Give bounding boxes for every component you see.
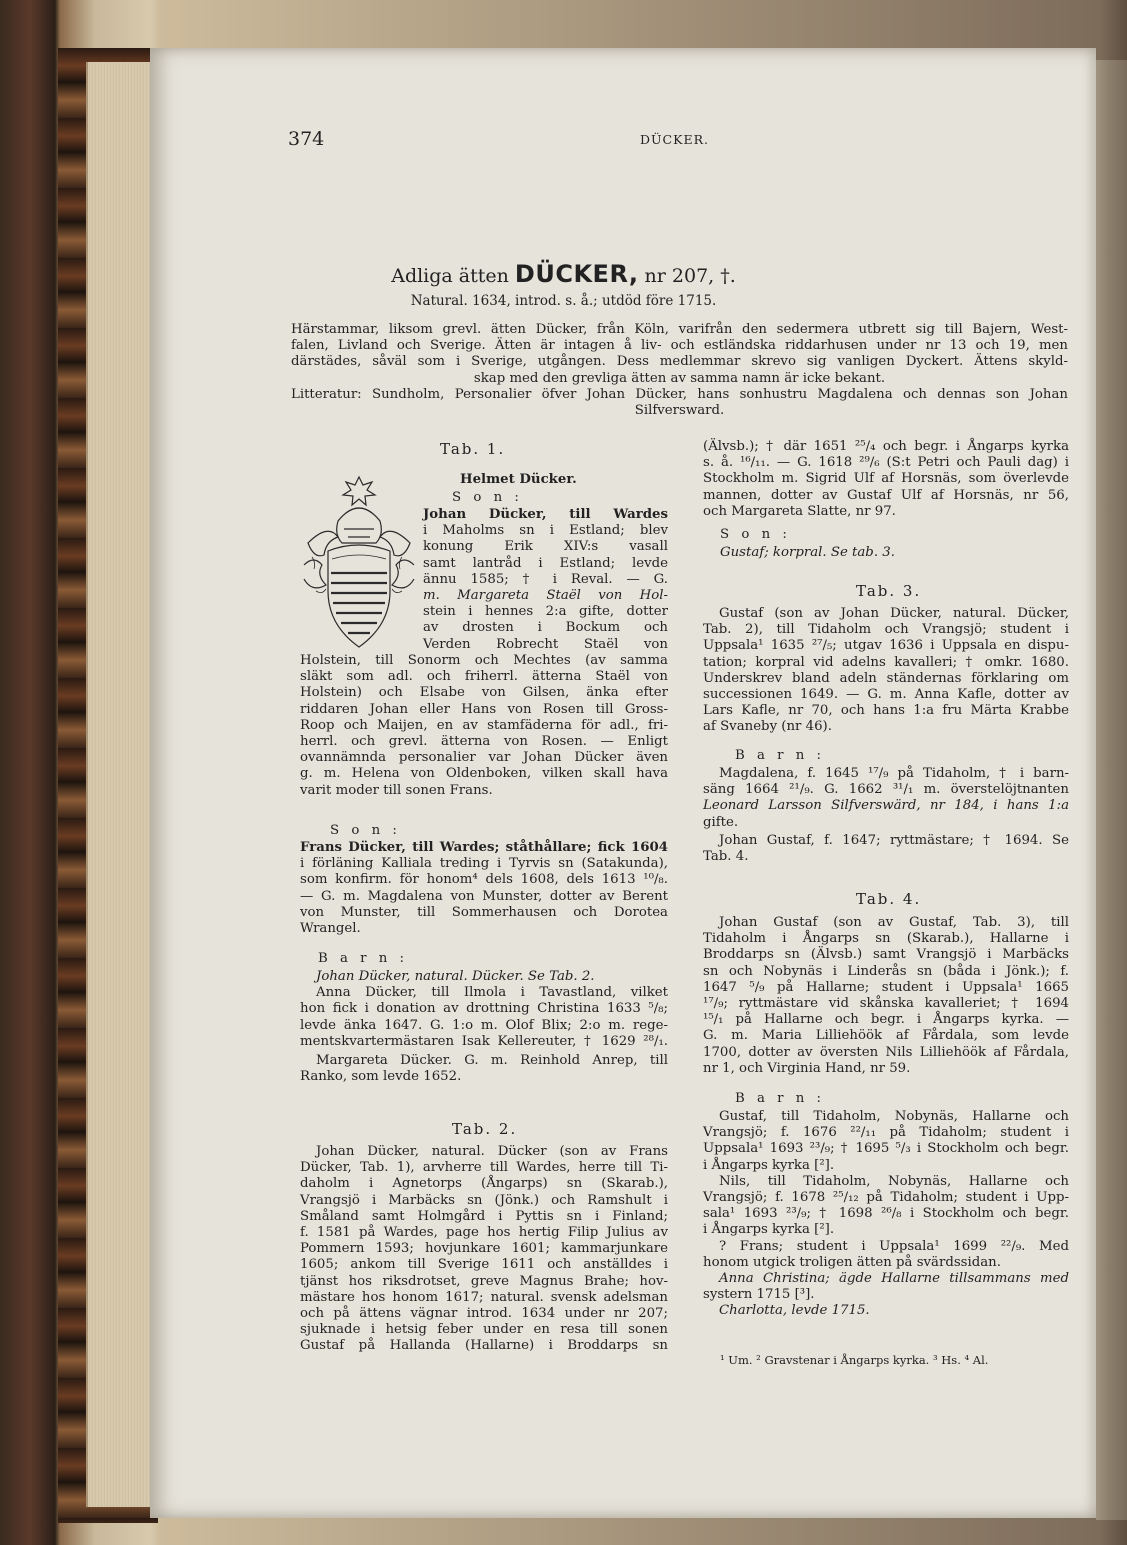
text-line: i Ångarps kyrka [²]. — [703, 1157, 835, 1173]
title-suffix: nr 207, †. — [644, 265, 736, 287]
intro-line: Härstammar, liksom grevl. ätten Dücker, från Köln, varifrån den sedermera utbrett sig till Bajern, West- — [291, 322, 1068, 337]
text-line: levde änka 1647. G. 1:o m. Olof Blix; 2:o m. rege- — [300, 1017, 668, 1033]
intro-paragraph — [291, 322, 1068, 419]
tab1-heading: Tab. 1. — [440, 440, 506, 458]
johan-line: samt lantråd i Estland; levde — [423, 555, 668, 571]
gustaf-reference: Gustaf; korpral. Se tab. 3. — [720, 545, 895, 560]
text-line: mästare hos honom 1617; natural. svensk adelsman — [300, 1289, 668, 1305]
page-number: 374 — [288, 128, 325, 150]
johan-line: Verden Robrecht Staël von — [423, 636, 668, 652]
text-line: gifte. — [703, 814, 739, 830]
text-line: — G. m. Magdalena von Munster, dotter av Berent — [300, 888, 668, 904]
text-line: G. m. Maria Lilliehöök af Fårdala, som levde — [703, 1028, 1069, 1044]
text-line: herrl. och grevl. ätterna von Rosen. — Enligt — [300, 734, 668, 750]
text-line: sjuknade i hetsig feber under en resa till sonen — [300, 1322, 668, 1338]
intro-line: därstädes, såväl som i Sverige, utgången. Dess medlemmar skrevo sig vanligen Dyckert. Ättens skyld- — [291, 354, 1068, 370]
child-entry: Margareta Dücker. G. m. Reinhold Anrep, till — [316, 1053, 668, 1069]
text-line: Stockholm m. Sigrid Ulf af Horsnäs, som överlevde — [703, 471, 1069, 487]
text-line: Roop och Maijen, en av stamfäderna för adl., fri- — [300, 717, 668, 733]
child-entry: Johan Gustaf, f. 1647; ryttmästare; † 1694. Se — [719, 832, 1069, 848]
text-line: Tidaholm i Ångarps sn (Skarab.), Hallarne i — [703, 931, 1069, 947]
text-line: Pommern 1593; hovjunkare 1601; kammarjunkare — [300, 1241, 668, 1257]
tab2-heading: Tab. 2. — [452, 1120, 518, 1138]
text-line: och Margareta Slatte, nr 97. — [703, 503, 896, 519]
children-list-1 — [300, 969, 668, 1085]
text-line: Ranko, som levde 1652. — [300, 1069, 462, 1085]
tab4-entry — [703, 915, 1069, 1077]
text-line: mannen, dotter av Gustaf Ulf af Horsnäs, nr 56, — [703, 487, 1069, 503]
son-label-2: S o n : — [330, 823, 401, 838]
text-line: släkt som adl. och friherrl. ätterna Staël von — [300, 669, 668, 685]
child-entry: ? Frans; student i Uppsala¹ 1699 ²²/₉. Med — [719, 1238, 1069, 1254]
text-line: ovannämnda personalier var Johan Dücker även — [300, 750, 668, 766]
text-line: Gustaf på Hallanda (Hallarne) i Broddarps sn — [300, 1338, 668, 1354]
tab2-entry — [300, 1144, 668, 1355]
text-line: af Svaneby (nr 46). — [703, 719, 832, 735]
text-line: tation; korpral vid adelns kavalleri; † omkr. 1680. — [703, 654, 1069, 670]
johan-entry — [423, 507, 668, 653]
text-line: sala¹ 1693 ²³/₉; † 1698 ²⁶/₈ i Stockholm och begr. — [703, 1206, 1069, 1222]
text-line: säng 1664 ²¹/₉. G. 1662 ³¹/₁ m. överstelöjtnanten — [703, 782, 1069, 798]
child-entry: Anna Christina; ägde Hallarne tillsammans med — [719, 1271, 1069, 1287]
text-line: successionen 1649. — G. m. Anna Kafle, dotter av — [703, 687, 1069, 703]
son-label: S o n : — [452, 490, 523, 505]
text-line: ¹⁷/₉; ryttmästare vid skånska kavalleriet; † 1694 — [703, 996, 1069, 1012]
text-line: Broddarps sn (Älvsb.) samt Vrangsjö i Marbäcks — [703, 947, 1069, 963]
genealogy-title — [0, 260, 1127, 288]
text-line: Uppsala¹ 1635 ²⁷/₅; utgav 1636 i Uppsala en dispu- — [703, 638, 1069, 654]
text-line: 1605; ankom till Sverige 1611 och anställdes i — [300, 1257, 668, 1273]
title-prefix: Adliga ätten — [391, 265, 509, 287]
text-line: i Ångarps kyrka [²]. — [703, 1222, 835, 1238]
tab3-entry — [703, 606, 1069, 736]
intro-line: Silfversward. — [634, 403, 725, 419]
running-head: DÜCKER. — [640, 132, 709, 147]
family-name: DÜCKER, — [514, 260, 639, 288]
text-line: tjänst hos riksdrotset, greve Magnus Brahe; hov- — [300, 1273, 668, 1289]
text-line: ¹⁵/₁ på Hallarne och begr. i Ångarps kyrka. — — [703, 1012, 1069, 1028]
text-line: Småland samt Holmgård i Pyttis sn i Finland; — [300, 1208, 668, 1224]
coat-of-arms-icon — [298, 473, 420, 657]
child-entry: Gustaf, till Tidaholm, Nobynäs, Hallarne och — [719, 1109, 1069, 1124]
child-entry: Nils, till Tidaholm, Nobynäs, Hallarne och — [719, 1173, 1069, 1189]
child-entry: Johan Dücker, natural. Dücker. Se Tab. 2. — [316, 969, 595, 984]
text-line: i förläning Kalliala treding i Tyrvis sn (Satakunda), — [300, 856, 668, 872]
tab2-continued — [703, 439, 1069, 520]
tab3-heading: Tab. 3. — [856, 582, 922, 600]
text-line: (Älvsb.); † där 1651 ²⁵/₄ och begr. i Ångarps kyrka — [703, 439, 1069, 454]
intro-line: skap med den grevliga ätten av samma namn är icke bekant. — [473, 370, 886, 386]
text-line: honom utgick troligen ätten på svärdssidan. — [703, 1254, 1001, 1270]
subtitle: Natural. 1634, introd. s. å.; utdöd före 1715. — [410, 293, 717, 309]
barn-label: B a r n : — [318, 951, 409, 966]
text-line: Uppsala¹ 1693 ²³/₉; † 1695 ⁵/₃ i Stockholm och begr. — [703, 1141, 1069, 1157]
text-line: Holstein) och Elsabe von Gilsen, änka efter — [300, 685, 668, 701]
text-line: f. 1581 på Wardes, page hos hertig Filip Julius av — [300, 1225, 668, 1241]
text-line: systern 1715 [³]. — [703, 1287, 815, 1303]
johan-line: av drosten i Bockum och — [423, 620, 668, 636]
text-line: mentskvartermästaren Isak Kellereuter, † 1629 ²⁸/₁. — [300, 1033, 668, 1049]
text-line: daholm i Agnetorps (Ångarps) sn (Skarab.), — [300, 1176, 668, 1192]
text-line: g. m. Helena von Oldenboken, vilken skall hava — [300, 766, 668, 782]
johan-line: m. Margareta Staël von Hol- — [423, 588, 668, 604]
text-line: 1700, dotter av översten Nils Lilliehöök af Fårdala, — [703, 1044, 1069, 1060]
text-line: Frans Dücker, till Wardes; ståthållare; fick 1604 — [300, 840, 668, 855]
johan-line: ännu 1585; † i Reval. — G. — [423, 571, 668, 587]
text-line: som konfirm. för honom⁴ dels 1608, dels 1613 ¹⁰/₈. — [300, 872, 668, 888]
text-line: von Munster, till Sommerhausen och Dorotea — [300, 904, 668, 920]
barn-label-2: B a r n : — [735, 748, 826, 763]
johan-line: stein i hennes 2:a gifte, dotter — [423, 604, 668, 620]
son-label-3: S o n : — [720, 527, 791, 542]
text-line: varit moder till sonen Frans. — [300, 782, 493, 798]
child-entry: Magdalena, f. 1645 ¹⁷/₉ på Tidaholm, † i barn- — [719, 766, 1069, 781]
intro-line: falen, Livland och Sverige. Ätten är intagen å liv- och estländska riddarhusen under nr 13 och 19, men — [291, 338, 1068, 354]
text-line: 1647 ⁵/₉ på Hallarne; student i Uppsala¹ 1665 — [703, 979, 1069, 995]
text-line: Johan Gustaf (son av Gustaf, Tab. 3), till — [719, 915, 1069, 930]
johan-continued — [300, 653, 668, 799]
text-line: sn och Nobynäs i Linderås sn (båda i Jönk.); f. — [703, 963, 1069, 979]
text-line: Holstein, till Sonorm och Mechtes (av samma — [300, 653, 668, 668]
text-line: Johan Dücker, natural. Dücker (son av Frans — [316, 1144, 668, 1159]
text-line: Lars Kafle, nr 70, och hans 1:a fru Märta Krabbe — [703, 703, 1069, 719]
text-line: s. å. ¹⁶/₁₁. — G. 1618 ²⁹/₆ (S:t Petri och Pauli dag) i — [703, 455, 1069, 471]
footnotes: ¹ Um. ² Gravstenar i Ångarps kyrka. ³ Hs. ⁴ Al. — [720, 1353, 989, 1367]
child-entry: Anna Dücker, till Ilmola i Tavastland, vilket — [316, 985, 668, 1001]
text-line: Vrangsjö; f. 1678 ²⁵/₁₂ på Tidaholm; student i Upp- — [703, 1190, 1069, 1206]
helmet-name: Helmet Dücker. — [460, 472, 577, 487]
intro-line: Litteratur: Sundholm, Personalier öfver Johan Dücker, hans sonhustru Magdalena och dennas son Johan — [291, 386, 1068, 402]
children-list-3 — [703, 1109, 1069, 1320]
text-line: nr 1, och Virginia Hand, nr 59. — [703, 1060, 911, 1076]
johan-line: Johan Dücker, till Wardes — [423, 507, 668, 522]
text-line: Tab. 2), till Tidaholm och Vrangsjö; student i — [703, 622, 1069, 638]
frans-entry — [300, 840, 668, 937]
text-line: Underskrev bland adeln ständernas förklaring om — [703, 670, 1069, 686]
children-list-2 — [703, 766, 1069, 865]
text-line: Gustaf (son av Johan Dücker, natural. Dücker, — [719, 606, 1069, 621]
text-line: Tab. 4. — [703, 849, 749, 865]
johan-line: konung Erik XIV:s vasall — [423, 539, 668, 555]
text-line: Wrangel. — [300, 921, 361, 937]
johan-line: i Maholms sn i Estland; blev — [423, 523, 668, 539]
text-line: Dücker, Tab. 1), arvherre till Wardes, herre till Ti- — [300, 1160, 668, 1176]
text-line: hon fick i donation av drottning Christina 1633 ⁵/₈; — [300, 1001, 668, 1017]
tab4-heading: Tab. 4. — [856, 890, 922, 908]
text-line: Vrangsjö i Marbäcks sn (Jönk.) och Ramshult i — [300, 1192, 668, 1208]
child-entry: Charlotta, levde 1715. — [719, 1303, 870, 1319]
text-line: Vrangsjö; f. 1676 ²²/₁₁ på Tidaholm; student i — [703, 1125, 1069, 1141]
text-line: Leonard Larsson Silfverswärd, nr 184, i hans 1:a — [703, 798, 1069, 814]
barn-label-3: B a r n : — [735, 1091, 826, 1106]
text-line: och på ättens vägnar introd. 1634 under nr 207; — [300, 1306, 668, 1322]
text-line: riddaren Johan eller Hans von Rosen till Gross- — [300, 701, 668, 717]
